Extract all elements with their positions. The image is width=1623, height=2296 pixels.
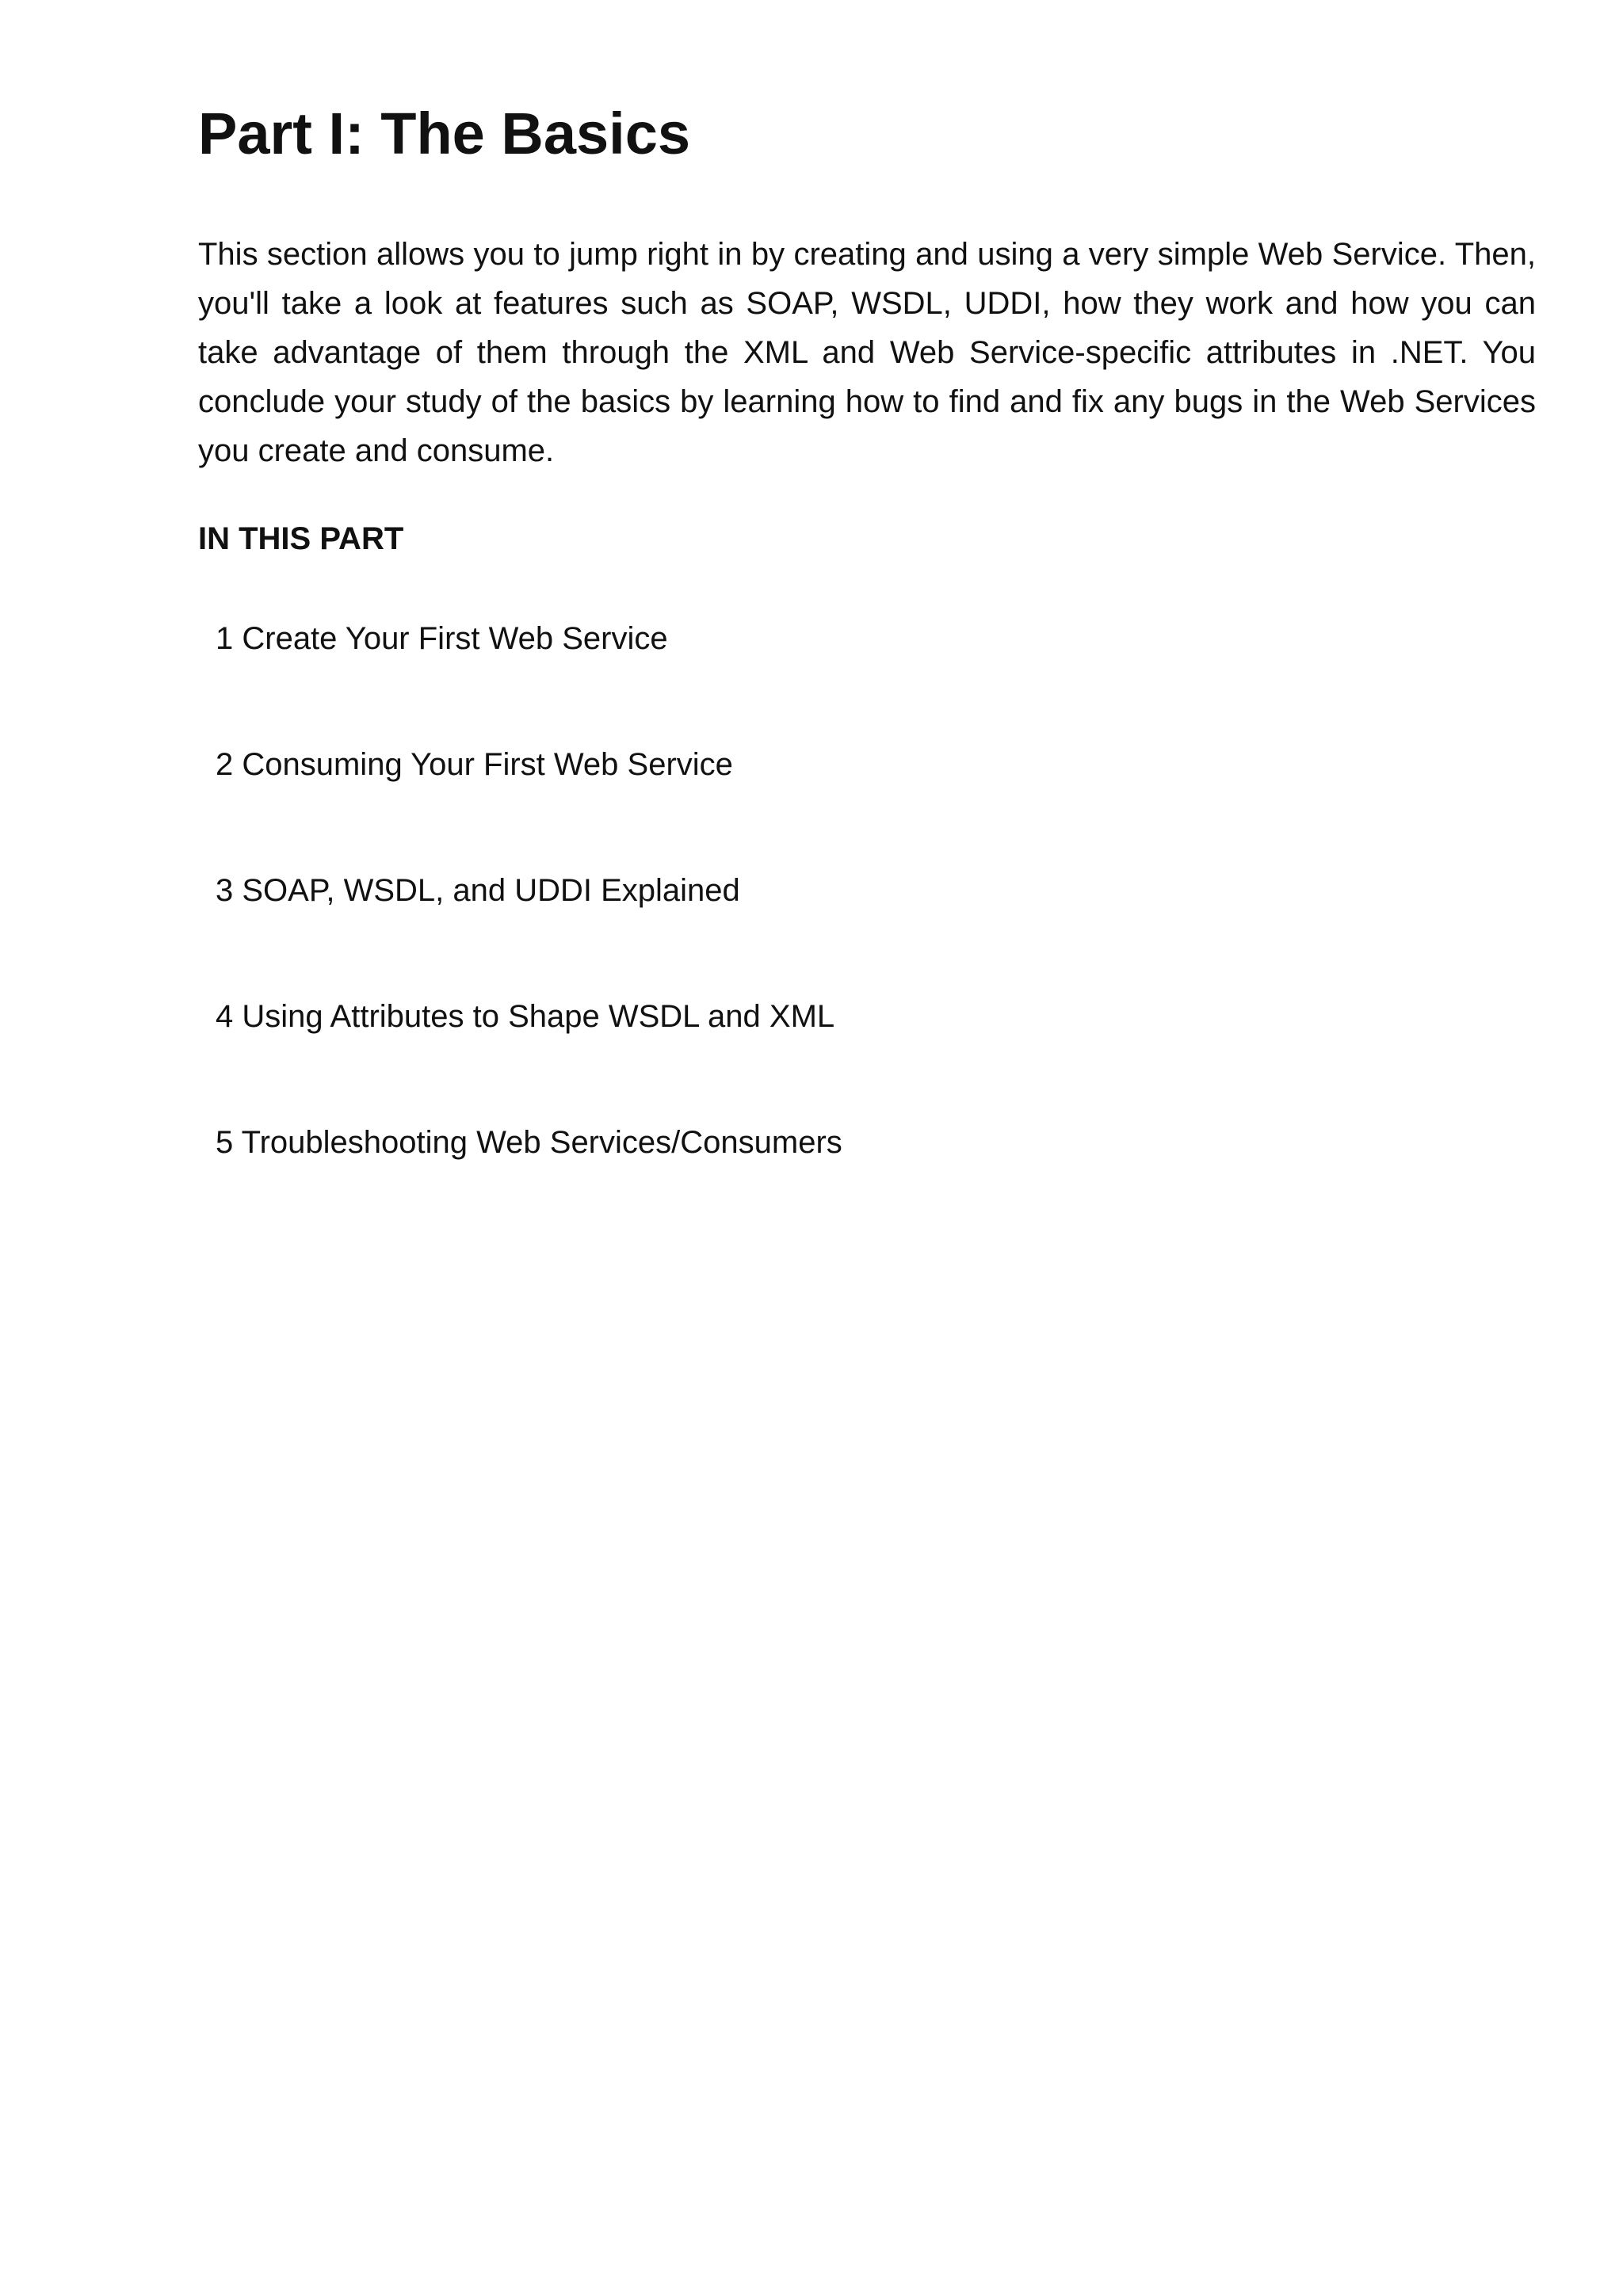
chapter-item-3: 3 SOAP, WSDL, and UDDI Explained [216, 873, 740, 908]
chapter-item-5: 5 Troubleshooting Web Services/Consumers [216, 1125, 842, 1160]
chapter-item-4: 4 Using Attributes to Shape WSDL and XML [216, 999, 835, 1034]
chapter-list [216, 616, 842, 1165]
in-this-part-heading: IN THIS PART [198, 521, 404, 556]
part-intro-paragraph: This section allows you to jump right in by creating and using a very simple Web Service. Then, you'll take a look at features such as SOAP, WSDL, UDDI, how they work and how you can take advantage of them through the XML and Web Service-specific attributes in .NET. You conclude your study of the basics by learning how to find and fix any bugs in the Web Services you create and consume. [198, 237, 1536, 468]
chapter-item-1: 1 Create Your First Web Service [216, 621, 668, 656]
chapter-item-2: 2 Consuming Your First Web Service [216, 747, 733, 782]
part-title: Part I: The Basics [198, 101, 691, 166]
